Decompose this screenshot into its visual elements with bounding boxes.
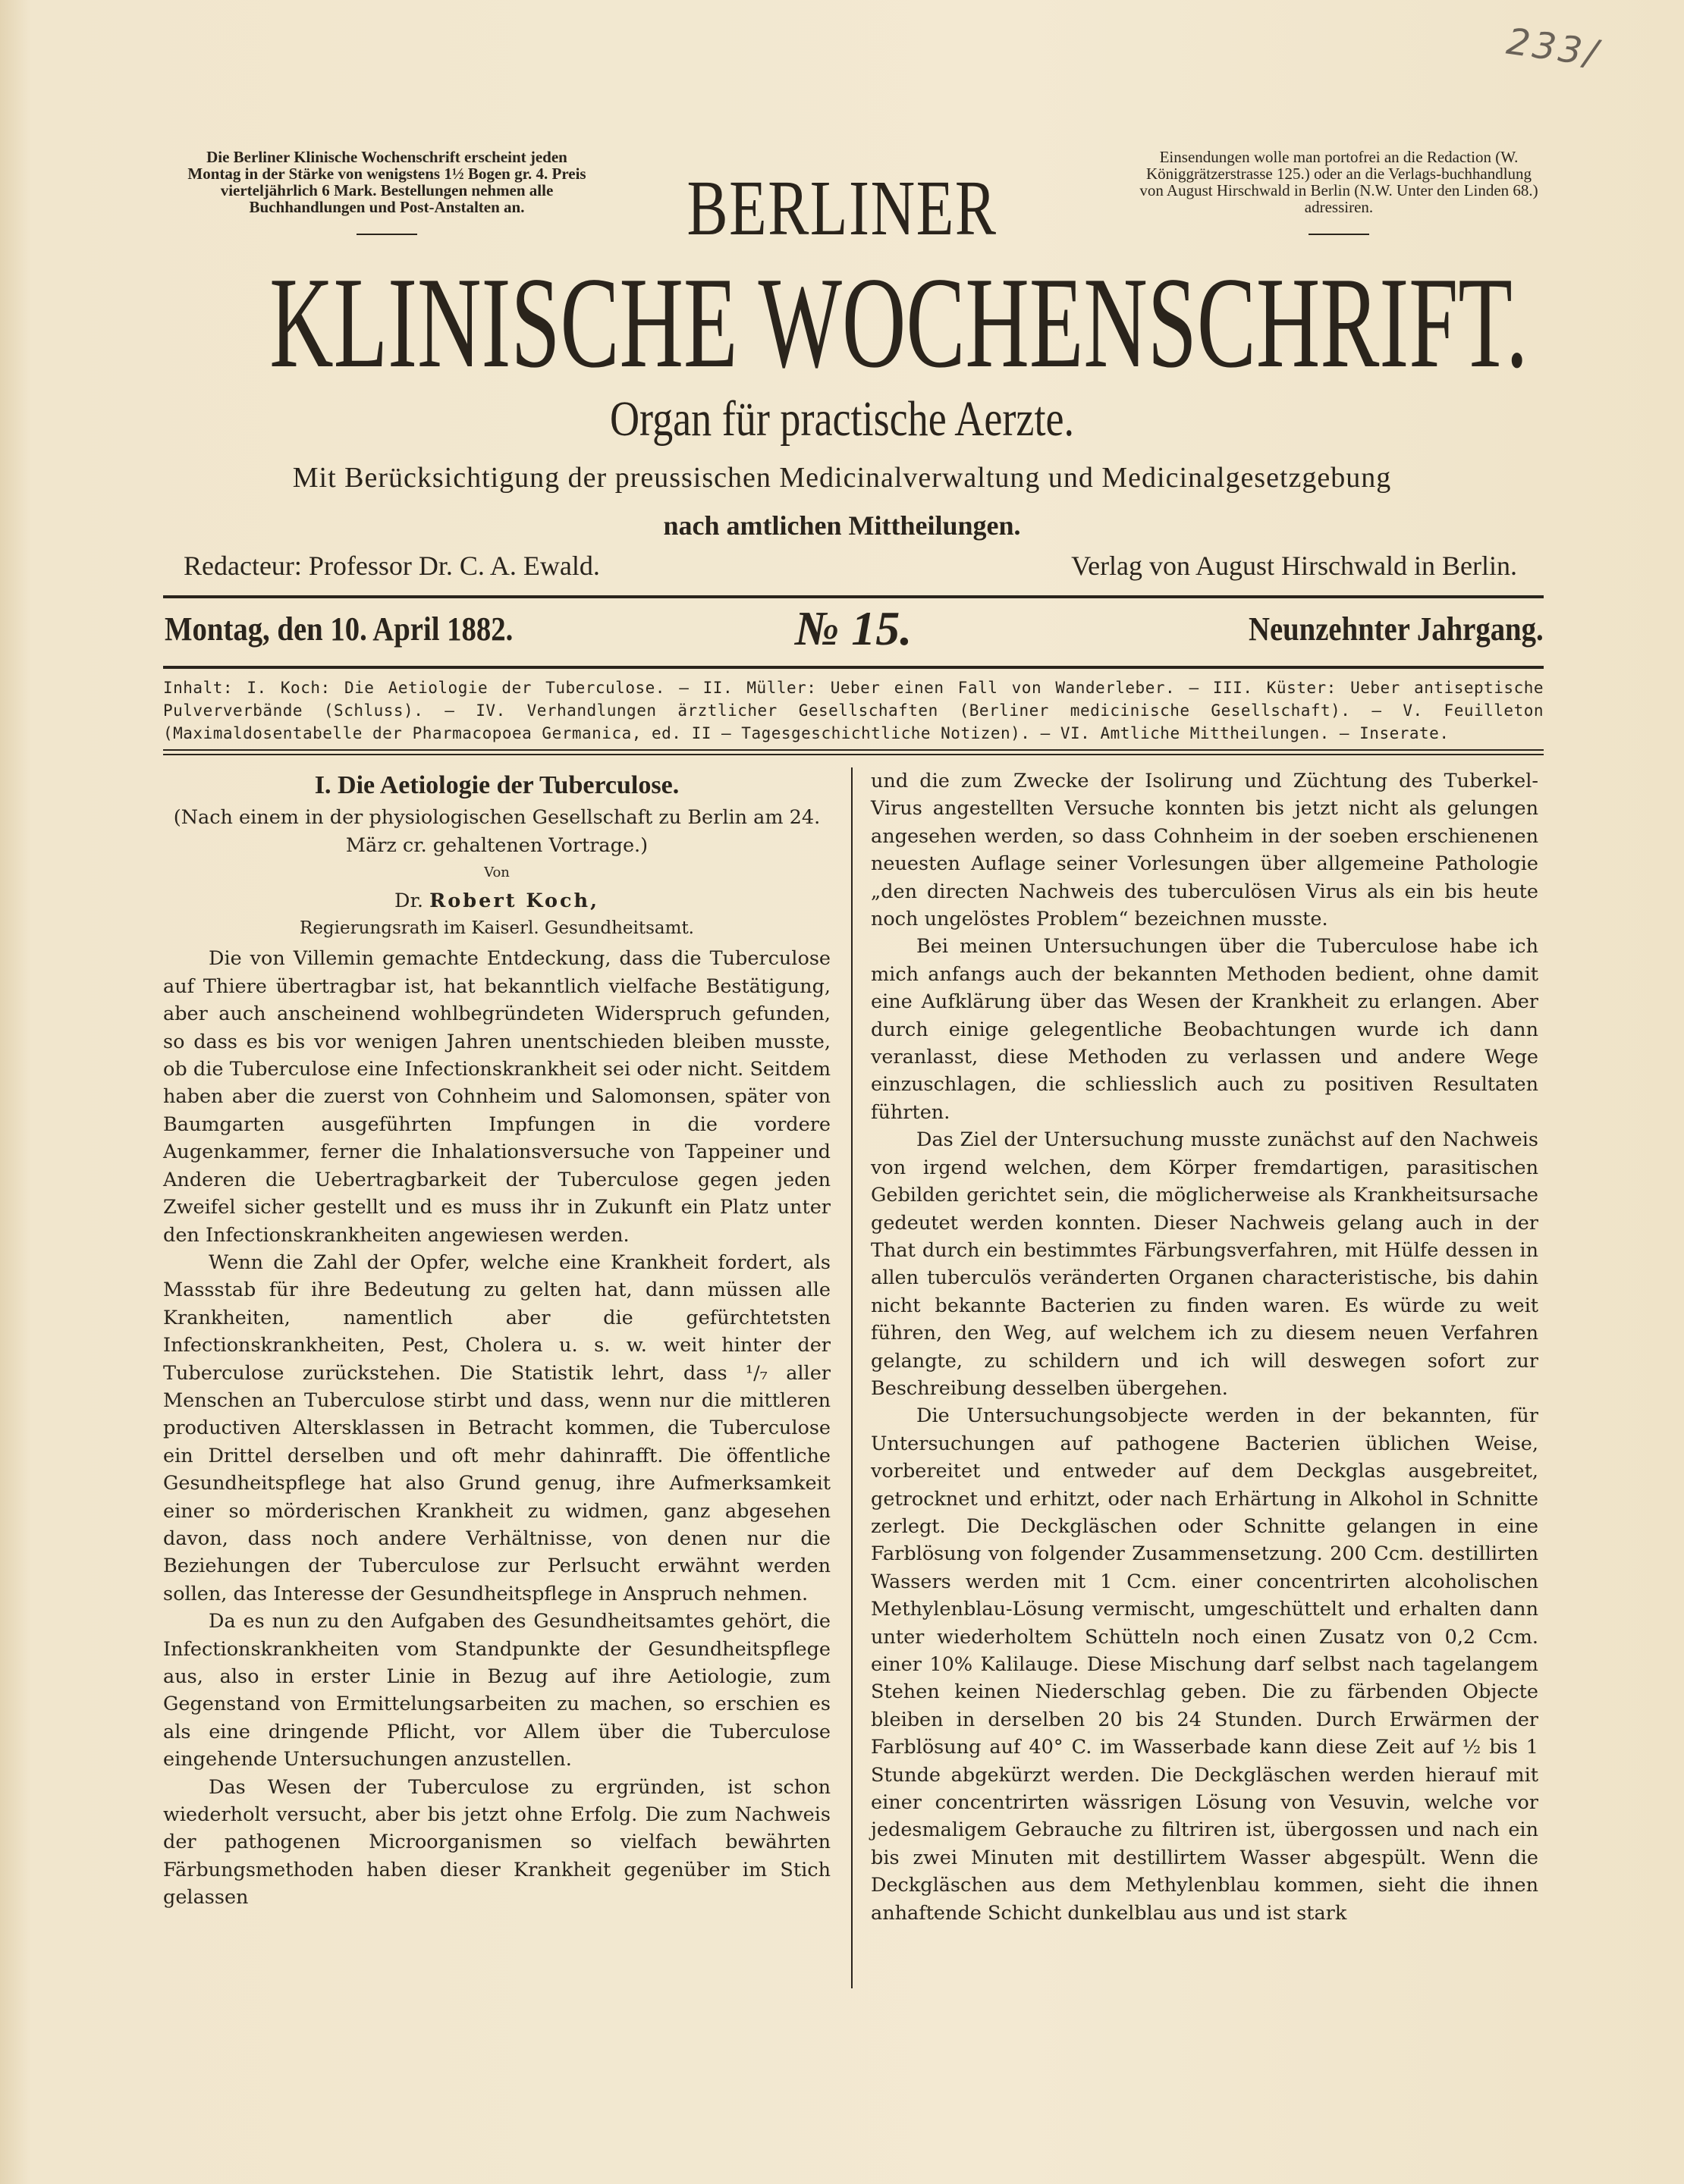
article-column-right — [871, 767, 1538, 1927]
author-name: Robert Koch, — [429, 889, 599, 912]
article-von: Von — [484, 864, 510, 881]
editor-line: Redacteur: Professor Dr. C. A. Ewald. — [184, 551, 600, 581]
submission-info-text: Einsendungen wolle man portofrei an die Redaction (W. Königgrätzerstrasse 125.) oder an die Verlags-buchhandlung von August Hirschwald in Berlin (N.W. Unter den Linden 68.) adressiren. — [1139, 148, 1538, 216]
article-affiliation: Regierungsrath im Kaiserl. Gesundheitsamt. — [300, 918, 694, 939]
article-subtitle: (Nach einem in der physiologischen Gesellschaft zu Berlin am 24. März cr. gehaltenen Vortrage.) — [173, 806, 821, 857]
rule-dateline-bottom — [163, 666, 1544, 669]
issue-number: № 15. — [794, 601, 913, 655]
column-divider — [851, 767, 853, 1988]
handwritten-page-number: 233/ — [1503, 20, 1604, 76]
article-column-left — [163, 767, 831, 1912]
subscription-info-text: Die Berliner Klinische Wochenschrift erscheint jeden Montag in der Stärke von wenigstens 1½ Bogen gr. 4. Preis vierteljährlich 6 Mark. Bestellungen nehmen alle Buchhandlungen und Post-Anstalten an. — [187, 148, 586, 216]
publisher-line: Verlag von August Hirschwald in Berlin. — [1071, 551, 1517, 581]
journal-tagline-2: nach amtlichen Mittheilungen. — [663, 510, 1021, 541]
masthead-berliner: BERLINER — [686, 165, 998, 252]
issue-volume: Neunzehnter Jahrgang. — [1249, 610, 1544, 648]
journal-tagline: Mit Berücksichtigung der preussischen Medicinalverwaltung und Medicinalgesetzgebung — [292, 462, 1392, 494]
author-prefix: Dr. — [394, 889, 423, 912]
table-of-contents: Inhalt: I. Koch: Die Aetiologie der Tuberculose. — II. Müller: Ueber einen Fall von Wanderleber. — III. Küster: Ueber antiseptische Pulververbände (Schluss). — IV. Verhandlungen ärztlicher Gesellschaften (Berliner medicinische Gesellschaft). — V. Feuilleton (Maximaldosentabelle der Pharmacopoea Germanica, ed. II — Tagesgeschichtliche Notizen). — VI. Amtliche Mittheilungen. — Inserate. — [163, 679, 1544, 742]
paragraph: Die Untersuchungsobjecte werden in der bekannten, für Untersuchungen auf pathogene Bacterien üblichen Weise, vorbereitet und entweder auf dem Deckglas ausgebreitet, getrocknet und erhitzt, oder nach Erhärtung in Alkohol in Schnitte zerlegt. Die Deckgläschen oder Schnitte gelangen in eine Farblösung von folgender Zusammensetzung. 200 Ccm. destillirten Wassers werden mit 1 Ccm. einer concentrirten alcoholischen Methylenblau-Lösung vermischt, umgeschüttelt und erhalten dann unter wiederholtem Schütteln noch einen Zusatz von 0,2 Ccm. einer 10% Kalilauge. Diese Mischung darf selbst nach tagelangem Stehen keinen Niederschlag geben. Die zu färbenden Objecte bleiben in derselben 20 bis 24 Stunden. Durch Erwärmen der Farblösung auf 40° C. im Wasserbade kann diese Zeit auf ½ bis 1 Stunde abgekürzt werden. Die Deckgläschen werden hierauf mit einer concentrirten wässrigen Lösung von Vesuvin, welche vor jedesmaligem Gebrauche zu filtriren ist, übergossen und nach ein bis zwei Minuten mit destillirtem Wasser abgespült. Wenn die Deckgläschen aus dem Methylenblau kommen, sieht die ihnen anhaftende Schicht dunkelblau aus und ist stark — [871, 1404, 1538, 1925]
paragraph: und die zum Zwecke der Isolirung und Züchtung des Tuberkel-Virus angestellten Versuche konnten bis jetzt nicht als gelungen angesehen werden, so dass Cohnheim in der soeben erschienenen neuesten Auflage seiner Vorlesungen über allgemeine Pathologie „den directen Nachweis des tuberculösen Virus als ein bis heute noch ungelöstes Problem“ bezeichnen musste. — [871, 770, 1538, 931]
rule-contents-bottom-2 — [163, 754, 1544, 755]
rule-top — [163, 595, 1544, 598]
paragraph: Wenn die Zahl der Opfer, welche eine Krankheit fordert, als Massstab für ihre Bedeutung zu gelten hat, dann müssen alle Krankheiten, namentlich aber die gefürchtetsten Infectionskrankheiten, Pest, Cholera u. s. w. weit hinter der Tuberculose zurückstehen. Die Statistik lehrt, dass ¹/₇ aller Menschen an Tuberculose stirbt und dass, wenn nur die mittleren productiven Altersklassen in Betracht kommen, die Tuberculose ein Drittel derselben und oft mehr dahinrafft. Die öffentliche Gesundheitspflege hat also Grund genug, ihre Aufmerksamkeit einer so mörderischen Krankheit zu widmen, ganz abgesehen davon, dass noch andere Verhältnisse, von denen nur die Beziehungen der Tuberculose zur Perlsucht erwähnt werden sollen, das Interesse der Gesundheitspflege in Anspruch nehmen. — [163, 1250, 831, 1605]
paragraph: Da es nun zu den Aufgaben des Gesundheitsamtes gehört, die Infectionskrankheiten vom Standpunkte der Gesundheitspflege aus, also in erster Linie in Bezug auf ihre Aetiologie, zum Gegenstand von Ermittelungsarbeiten zu machen, so erschien es als eine dringende Pflicht, vor Allem über die Tuberculose eingehende Untersuchungen anzustellen. — [163, 1610, 831, 1771]
paragraph: Das Ziel der Untersuchung musste zunächst auf den Nachweis von irgend welchen, dem Körper fremdartigen, parasitischen Gebilden gerichtet sein, die möglicherweise als Krankheitsursache gedeutet werden konnten. Dieser Nachweis gelang auch in der That durch ein bestimmtes Färbungsverfahren, mit Hülfe dessen in allen tuberculös veränderten Organen characteristische, bis dahin nicht bekannte Bacterien zu finden waren. Es würde zu weit führen, den Weg, auf welchem ich zu diesem neuen Verfahren gelangte, zu schildern und ich will deswegen sofort zur Beschreibung desselben übergehen. — [871, 1128, 1538, 1400]
paragraph: Bei meinen Untersuchungen über die Tuberculose habe ich mich anfangs auch der bekannten Methoden bedient, ohne damit eine Aufklärung über das Wesen der Krankheit zu erlangen. Aber durch einige gelegentliche Beobachtungen wurde ich dann veranlasst, diese Methoden zu verlassen und andere Wege einzuschlagen, die schliesslich auch zu positiven Resultaten führten. — [871, 935, 1538, 1124]
journal-subtitle: Organ für practische Aerzte. — [609, 391, 1075, 447]
paragraph: Die von Villemin gemachte Entdeckung, dass die Tuberculose auf Thiere übertragbar ist, hat bekanntlich vielfache Bestätigung, aber auch anscheinend wohlbegründeten Widerspruch gefunden, so dass es bis vor wenigen Jahren unentschieden bleiben musste, ob die Tuberculose eine Infectionskrankheit sei oder nicht. Seitdem haben aber die zuerst von Cohnheim und Salomonsen, später von Baumgarten ausgeführten Impfungen in die vordere Augenkammer, ferner die Inhalationsversuche von Tappeiner und Anderen die Uebertragbarkeit der Tuberculose gegen jeden Zweifel sicher gestellt und es muss ihr in Zukunft ein Platz unter den Infectionskrankheiten angewiesen werden. — [163, 947, 831, 1247]
rule-contents-bottom — [163, 749, 1544, 751]
article-author — [163, 887, 831, 915]
article-title: I. Die Aetiologie der Tuberculose. — [314, 771, 680, 799]
paragraph: Das Wesen der Tuberculose zu ergründen, ist schon wiederholt versucht, aber bis jetzt ohne Erfolg. Die zum Nachweis der pathogenen Microorganismen so vielfach bewährten Färbungsmethoden haben dieser Krankheit gegenüber im Stich gelassen — [163, 1775, 831, 1909]
issue-date: Montag, den 10. April 1882. — [165, 610, 514, 648]
masthead-title: KLINISCHE WOCHENSCHRIFT. — [269, 251, 1528, 395]
dateline — [163, 601, 1544, 658]
